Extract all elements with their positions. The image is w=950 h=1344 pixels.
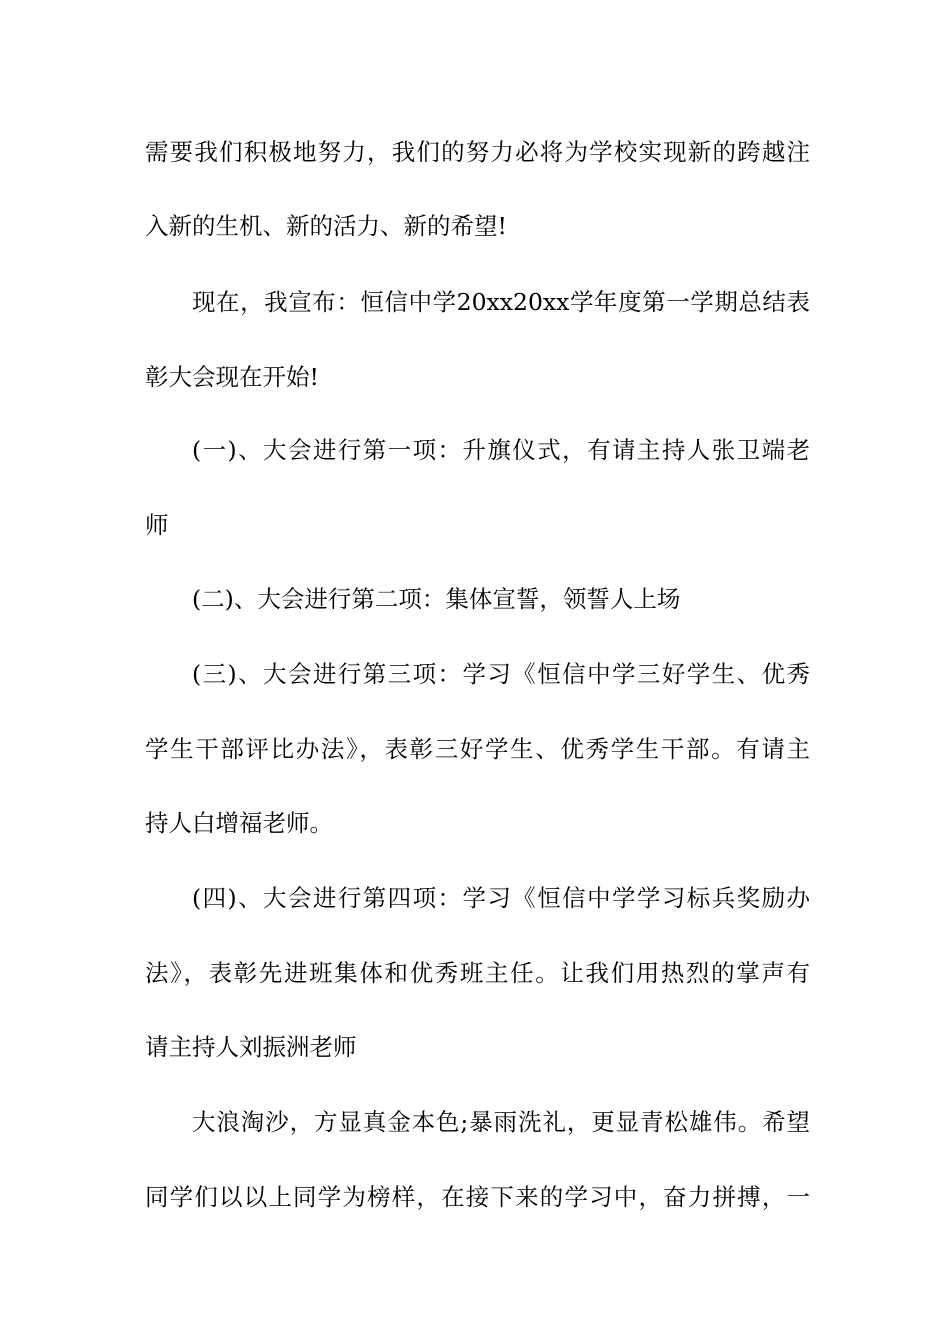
text-line: 持人白增福老师。: [145, 809, 333, 837]
text-line: (一)、大会进行第一项：升旗仪式，有请主持人张卫端老: [192, 436, 810, 464]
text-line: 大浪淘沙，方显真金本色;暴雨洗礼，更显青松雄伟。希望: [192, 1108, 810, 1136]
text-line: (四)、大会进行第四项：学习《恒信中学学习标兵奖励办: [192, 884, 810, 912]
text-line: 同学们以以上同学为榜样，在接下来的学习中，奋力拼搏，一: [145, 1183, 810, 1211]
text-line: (二)、大会进行第二项：集体宣誓，领誓人上场: [192, 585, 681, 613]
text-line: (三)、大会进行第三项：学习《恒信中学三好学生、优秀: [192, 660, 810, 688]
text-line: 现在，我宣布：恒信中学20xx20xx学年度第一学期总结表: [192, 288, 810, 316]
text-line: 学生干部评比办法》，表彰三好学生、优秀学生干部。有请主: [145, 735, 810, 763]
text-line: 请主持人刘振洲老师: [145, 1033, 357, 1061]
text-line: 法》，表彰先进班集体和优秀班主任。让我们用热烈的掌声有: [145, 959, 810, 987]
text-line: 入新的生机、新的活力、新的希望!: [145, 212, 507, 240]
text-line: 需要我们积极地努力，我们的努力必将为学校实现新的跨越注: [145, 138, 810, 166]
text-line: 彰大会现在开始!: [145, 363, 319, 391]
text-line: 师: [145, 511, 169, 539]
